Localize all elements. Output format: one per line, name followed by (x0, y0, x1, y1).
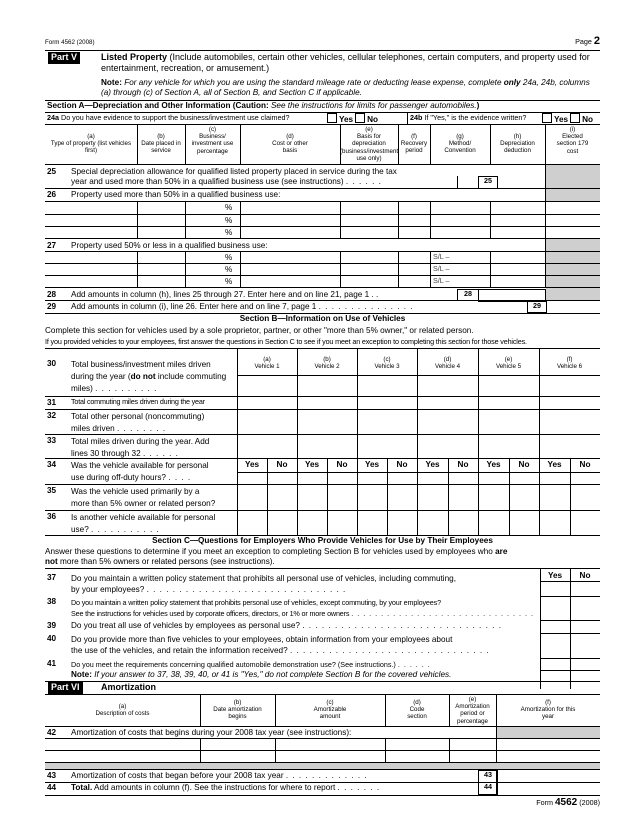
p6-col-c-header: (c) Amortizable amount (313, 699, 347, 721)
line-26-number: 26 (47, 190, 57, 199)
line-29-box: 29 (527, 301, 547, 313)
section-c-title: Section C—Questions for Employers Who Provide Vehicles for Use by Their Employees (152, 536, 493, 545)
section-c-yes-header: Yes (547, 571, 563, 580)
line-31-number: 31 (47, 398, 57, 407)
line-25-amount[interactable] (497, 176, 545, 187)
part5-label: Part V (48, 52, 80, 64)
line-44-amount[interactable] (497, 782, 600, 794)
vehicle-2-header: (b) Vehicle 2 (314, 356, 340, 371)
col-a-header: (a) Type of property (list vehicles first) (50, 133, 132, 155)
line-35-number: 35 (47, 486, 57, 495)
line-27a-pct: % (225, 253, 233, 262)
line-24b-answers: Yes No (540, 113, 593, 125)
col-e-header: (e) Basis for depreciation (business/investment use only) (340, 126, 399, 162)
line-26b-pct: % (225, 216, 233, 225)
line-24a-answers: Yes No (325, 113, 378, 125)
vehicle-3-header: (c) Vehicle 3 (374, 356, 400, 371)
line-30-text: Total business/investment miles driven during the year (do not include commuting miles) . . . . . . . . . . (71, 360, 227, 393)
footer-form-id: Form 4562 (2008) (536, 797, 600, 808)
section-b-intro-2: If you provided vehicles to your employees, first answer the questions in Section C to see if you meet an exception to completing this section for those vehicles. (45, 337, 527, 346)
part6-title: Amortization (101, 682, 156, 692)
line-25-box: 25 (478, 176, 498, 189)
line-26c-pct: % (225, 228, 233, 237)
line-26-text: Property used more than 50% in a qualified business use: (71, 190, 281, 199)
form-page (45, 36, 600, 796)
line-27-text: Property used 50% or less in a qualified business use: (71, 241, 268, 250)
line-36-text: Is another vehicle available for personal use? . . . . . . . . . . . (71, 513, 216, 534)
line-28-box: 28 (457, 289, 479, 301)
page-num: 2 (593, 35, 600, 47)
line-39-number: 39 (47, 621, 57, 630)
checkbox-24a-no[interactable] (355, 113, 365, 123)
checkbox-24b-no[interactable] (570, 113, 580, 123)
line-29-number: 29 (47, 302, 57, 311)
line-31-text: Total commuting miles driven during the year (71, 397, 205, 406)
line-42-number: 42 (47, 728, 57, 737)
vehicle-4-header: (d) Vehicle 4 (434, 356, 461, 371)
line-26a-pct: % (225, 203, 233, 212)
yes-no-header-row: Yes No Yes No Yes No Yes No Yes No Yes No (244, 460, 591, 469)
line-43-amount[interactable] (497, 770, 600, 782)
section-b-title: Section B—Information on Use of Vehicles (239, 314, 406, 323)
vehicle-1-header: (a) Vehicle 1 (254, 356, 280, 371)
col-g-header: (g) Method/ Convention (444, 133, 476, 155)
line-41-number: 41 (47, 659, 57, 668)
line-32-number: 32 (47, 411, 57, 420)
line-38-text: Do you maintain a written policy statement that prohibits personal use of vehicles, except commuting, by your employees? See the instructions for vehicles used by corporate officers, directors, or 1% or more owners . . . . . . . . . . . . . . . . . . . . . . . . . . . . . . . (71, 598, 535, 618)
line-36-number: 36 (47, 512, 57, 521)
line-38-number: 38 (47, 597, 57, 606)
part5-title: Listed Property (Include automobiles, certain other vehicles, cellular telephones, certain computers, and property used for entertainment, recreation, or amusement.) (101, 52, 590, 73)
line-37-number: 37 (47, 573, 57, 582)
col-c-header: (c) Business/ investment use percentage (191, 126, 234, 155)
line-28-number: 28 (47, 290, 57, 299)
line-34-number: 34 (47, 460, 57, 469)
line-24a: 24a Do you have evidence to support the business/investment use claimed? (47, 113, 290, 122)
line-40-text: Do you provide more than five vehicles to your employees, obtain information from your employees about the use of the vehicles, and retain the information received? . . . . . . . . . . . . . . . . . . . . . . . . . . . . . . . (71, 635, 490, 655)
line-32-text: Total other personal (noncommuting) miles driven . . . . . . . . (71, 412, 205, 433)
p6-col-d-header: (d) Code section (407, 699, 427, 721)
line-44-box: 44 (478, 782, 498, 795)
line-37-text: Do you maintain a written policy statement that prohibits all personal use of vehicles, including commuting, by your employees? . . . . . . . . . . . . . . . . . . . . . . . . . . . . . . . (71, 574, 457, 594)
form-id: Form 4562 (2008) (45, 39, 95, 46)
section-c-no-header: No (579, 571, 591, 580)
section-b-intro: Complete this section for vehicles used by a sole proprietor, partner, or other "more than 5% owner," or related person. (45, 326, 474, 335)
line-24b: 24b If "Yes," is the evidence written? (410, 113, 527, 122)
vehicle-6-header: (f) Vehicle 6 (556, 356, 583, 371)
line-43-box: 43 (478, 770, 498, 783)
p6-col-b-header: (b) Date amortization begins (213, 699, 262, 721)
line-29-text: Add amounts in column (i), line 26. Enter here and on line 7, page 1 . . . . . . . . . . . . . . . (71, 302, 414, 311)
line-33-text: Total miles driven during the year. Add lines 30 through 32 . . . . . . (71, 437, 210, 458)
line-44-text: Total. Add amounts in column (f). See the instructions for where to report . . . . . . . (71, 783, 381, 792)
line-27a-sl: S/L – (433, 252, 450, 261)
line-28-text: Add amounts in column (h), lines 25 through 27. Enter here and on line 21, page 1 . . (71, 290, 379, 299)
checkbox-24b-yes[interactable] (542, 113, 552, 123)
part6-label: Part VI (48, 682, 83, 694)
p6-col-e-header: (e) Amortization period or percentage (455, 696, 490, 725)
col-f-header: (f) Recovery period (400, 133, 428, 155)
p6-col-f-header: (f) Amortization for this year (520, 699, 576, 721)
part5-note: Note: For any vehicle for which you are using the standard mileage rate or deducting lease expense, complete only 24a, 24b, columns (a) through (c) of Section A, all of Section B, and Section C if applicable. (101, 78, 590, 97)
line-35-text: Was the vehicle used primarily by a more than 5% owner or related person? (71, 487, 216, 508)
line-30-number: 30 (47, 359, 57, 368)
col-b-header: (b) Date placed in service (141, 133, 181, 155)
line-27b-sl: S/L – (433, 264, 450, 273)
line-44-number: 44 (47, 783, 57, 792)
p6-col-a-header: (a) Description of costs (95, 703, 150, 718)
line-27b-pct: % (225, 265, 233, 274)
line-33-number: 33 (47, 436, 57, 445)
line-40-number: 40 (47, 634, 57, 643)
vehicle-5-header: (e) Vehicle 5 (495, 356, 522, 371)
line-43-text: Amortization of costs that began before your 2008 tax year . . . . . . . . . . . . . (71, 771, 368, 780)
line-42-text: Amortization of costs that begins during your 2008 tax year (see instructions): (71, 728, 352, 737)
line-27c-sl: S/L – (433, 276, 450, 285)
line-27c-pct: % (225, 277, 233, 286)
line-41-text: Do you meet the requirements concerning qualified automobile demonstration use? (See instructions.) . . . . . . (71, 660, 431, 669)
line-29-amount[interactable] (546, 301, 600, 312)
col-d-header: (d) Cost or other basis (272, 133, 308, 155)
section-a-title: Section A—Depreciation and Other Information (Caution: See the instructions for limits for passenger automobiles.) (47, 101, 480, 110)
line-39-text: Do you treat all use of vehicles by employees as personal use? . . . . . . . . . . . . . . . . . . . . . . . . . . . . . . . (71, 621, 502, 630)
col-i-header: (i) Elected section 179 cost (556, 126, 589, 155)
section-c-intro: Answer these questions to determine if you meet an exception to completing Section B for vehicles used by employees who are not more than 5% owners or related persons (see instructions). (45, 547, 508, 566)
line-27-number: 27 (47, 241, 57, 250)
col-h-header: (h) Depreciation deduction (500, 133, 535, 155)
checkbox-24a-yes[interactable] (327, 113, 337, 123)
line-41-note: Note: If your answer to 37, 38, 39, 40, or 41 is "Yes," do not complete Section B for the covered vehicles. (71, 670, 452, 679)
line-43-number: 43 (47, 771, 57, 780)
line-25-number: 25 (47, 167, 57, 176)
page-label: Page (575, 37, 592, 46)
line-34-text: Was the vehicle available for personal use during off-duty hours? . . . . (71, 461, 209, 482)
line-25-text: Special depreciation allowance for qualified listed property placed in service during the tax year and used more than 50% in a qualified business use (see instructions) . . . . . . (71, 167, 397, 186)
